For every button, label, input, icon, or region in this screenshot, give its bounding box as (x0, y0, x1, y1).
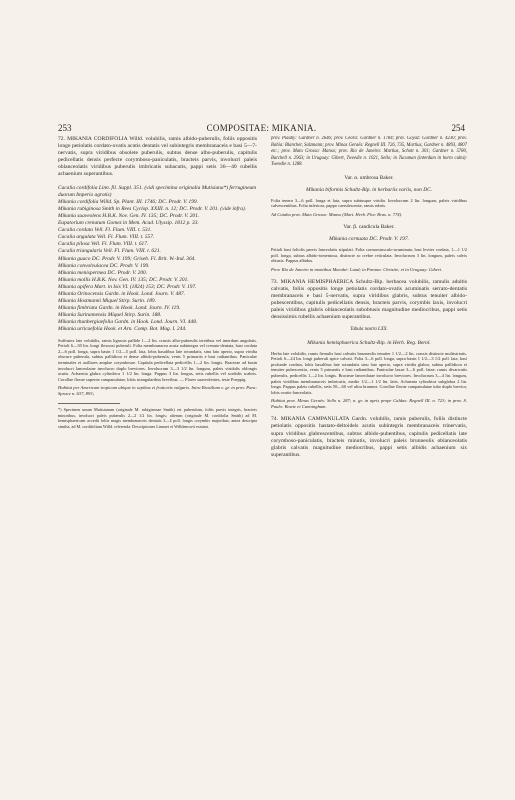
synonym: Eupatorium crenatum Gomez in Mem. Acad. Ulyssip. 1812 p. 33. (58, 220, 199, 227)
synonym: Mikania guaco DC. Prodr. V. 199; Griseb. Fl. Brit. W.-Ind. 364. (58, 255, 196, 262)
left-column (58, 136, 257, 750)
synonym: Mikania Surinamensis Miquel Stirp. Surin. 188. (58, 312, 162, 319)
footnote-rule (58, 403, 120, 404)
synonym: Mikania urticaefolia Hook. et Arn. Comp. Bot. Mag. I. 244. (58, 326, 187, 333)
species-74-diagnosis: 74. MIKANIA CAMPANULATA Gardn. volubilis, ramis puberulis, foliis distincte petiolatis oppositis hastato-deltoideis acutis subintegris membranaceis trinervatis, supra viridibus glabrescentibus, subtus albido-pubentibus, capitulis pedicellatis late corymboso-paniculatis, bracteis minutis, involucri paleis brunneolis oblanceolatis glabris calvatis magnitudine mediocribus, pappi setis albidis achaenium six superantibus. (271, 416, 467, 458)
synonym: Mikania suaveolens H.B.K. Nov. Gen. IV. 135; DC. Prodr. V. 201. (58, 212, 200, 219)
running-title: COMPOSITAE: MIKANIA. (206, 123, 317, 133)
species-73-synonym: Mikania hemisphaerica Schultz-Bip. in Herb. Reg. Berol. (307, 340, 431, 346)
variety-beta-title: Var. β. candicula Baker. (343, 223, 395, 230)
synonym: Mikania menispermea DC. Prodr. V. 200. (58, 269, 148, 276)
species-72-habitat: Habitat per Americam tropicam ubique in sepibus et fruticetis vulgaris. Intra Brasiliam v. gr. in prov. Para: Spruce n. 637, 893; (58, 385, 257, 397)
species-73-plate: Tabula nostra LXX. (350, 327, 388, 333)
species-72-diagnosis: 72. MIKANIA CORDIFOLIA Willd. volubilis, ramis albido-puberulis, foliis oppositis longe petiolatis cordato-ovatis acutis dentatis vel subintegris membranaceis e basi 5—7-nervatis, supra viridibus obsolete puberulis, subtus dense albo-puberulis, capitulis pedicellatis densis perfecte corymboso-paniculatis, bracteis parvis, involucri paleis oblanceolatis viridibus puberulis imbricatis subacutis, pappi setis 36—40 rubellis achaenium superantibus. (58, 136, 257, 178)
right-column (271, 136, 467, 750)
species-72-description: Suffrutex late volubilis, ramis lignosis pallide 1—2 lin. crassis albo-puberulis teretibus vel interdum angulatis. Petioli 6—30 lin. longi flexuosi puberuli. Folia membranacea acuta subintegra vel crenato-dentata, basi cordata 2—6 poll. longa, supra basin 1 1/2—5 poll. lata, lobis basalibus late rotundatis, sinu lato aperto, supra viridia obscure puberula, subtus pallidiora et dense albido-puberula, venis 5 primariis e basi radiantibus. Paniculae terminales et axillares amplae corymbosae. Capitula pedicellata pedicellis 1—2 lin. longis. Bracteae ad basin involucri lanceolatae involucro duplo breviores. Involucrum 3—3 1/2 lin. longum, paleis viridulis oblongis acutis. Achaenia glabra cylindrica 1 1/2 lin. longa. Pappus 3 lin. longus, setis rubellis vel sordidis scabris. Corollae flavae superne campanulatae, lobis triangularibus brevibus. — Flores suaveolentes, teste Poeppig. (58, 337, 257, 382)
synonym: Cacalia cordifolia Linn. fil. Suppl. 351. (vidi specimina originalia Mutisiana*) ferrugineum duorum Imperio agrotis) (58, 184, 257, 198)
species-73-diagnosis: 73. MIKANIA HEMISPHAERICA Schultz-Bip. herbacea volubilis, ramulis adultis calvatis, foliis oppositis longe petiolatis cordato-ovatis acuminatis serrato-dentatis membranaceis e basi 5-nervatis, supra viridibus glabris, subtus tenuiter albido-pubescentibus, capitulis pedicellatis densis, bracteis parvis, corymbis laxis, involucri paleis viridibus glabris oblanceolatis subobtusis magnitudine mediocribus, pappi setis densissimis rubellis achaenium superantibus. (271, 278, 467, 321)
synonym: Mikania cordifolia Willd. Sp. Plant. III. 1746; DC. Prodr. V. 199. (58, 198, 198, 205)
species-73-habitat: Habitat prov. Minas Geraës: Sello n. 287; n. gr. in apris prope Caldas: Regnell III. n. 723; in prov. S. Paulo: Bowie et Cunningham. (271, 398, 467, 410)
synonym-list (58, 185, 257, 334)
page-number-right: 254 (451, 123, 465, 133)
species-72-localities: prov. Piauhy: Gardner n. 2646; prov. Ceara: Gardner n. 1784; prov. Goyaz: Gardner n. 4230; prov. Bahia: Blanchet, Salzmann; prov. Minas Geraës: Regnell III. 726, 735, Martius, Gardner n. 4893, 4807 etc.; prov. Mato Grosso: Manso; prov. Rio de Janeiro: Martius, Schott n. 301; Gardner n. 5780, Burchell n. 2963; in Uruguay: Gibert, Tweedie n. 1021, Sello; in Tucuman (interdum in horto culta): Tweedie n. 1288. (271, 136, 467, 167)
synonym: Mikania Hostmanni Miquel Stirp. Surin. 189. (58, 298, 156, 305)
variety-beta-locality: Prov. Rio de Janeiro in montibus Macahé: Lund; in Parana: Christie; et in Uruguay: Gibert. (271, 266, 443, 272)
synonym: Cacalia angulata Vell. Fl. Flum. VIII. t. 557. (58, 234, 155, 241)
footnote: *) Specimen unum Mutisianum (originale M. rubiginosae Smith) est puberulum, foliis parvis integris, bracteis minoribus, involucri paleis puberulis 2—2 1/2 lin. longis; alterum (originale M. cordifolia Smith) ad M. hemisphaericam accedit foliis magis membranaceis dentatis 3—4 poll. longis corymbis majoribus; antea descripta similia, ad M. cordifoliam Willd. referenda. Descriptiones Linnaei et Willdenowii exstant. (58, 407, 257, 429)
variety-alpha-synonym: Mikania biformis Schultz-Bip. in herbariis variis, non DC. (305, 187, 433, 194)
variety-alpha-locality: Ad Cuiaba prov. Mato Grosso: Manso (Mart. Herb. Flor. Bras. n. 774). (271, 211, 403, 217)
synonym: Mikania rubiginosa Smith in Rees Cyclop. XXIII. n. 12; DC. Prodr. V. 201. (vide infra). (58, 205, 247, 212)
species-73-description: Herba late volubilis, ramis firmulis basi calvatis brunneolis tenuiter 1 1/2—2 lin. crassis distincte multistriatis. Petioli 6—24 lin. longi puberuli apice calvati. Folia 3—6 poll. longa, supra basin 1 1/2—3 1/2 poll. lata, basi profunde cordata, lobis basalibus late rotundatis sinu lato aperto, supra viridia glabra, subtus pallidiora et tenuiter pubescentia, venis 5 primariis e basi radiantibus. Paniculae laxae 3—6 poll. latae, ramis divaricatis puberulis, pedicellis 1—2 lin. longis. Bracteae lanceolatae involucro breviores. Involucrum 3—4 lin. longum, paleis viridibus membranaceis imbricatis, medio 1/2—1 1/2 lin. latis. Achaenia cylindrica subglabra 2 lin. longa. Pappus paleis rubellis, setis 50—60 vel ultra brunnea. Corollae flavae campanulatae tubo duplo brevior, lobis ovatis-lanceolatis. (271, 350, 467, 395)
page-header (58, 123, 465, 135)
synonym: Mikania thunbergiaefolia Gardn. in Hook. Lond. Journ. VI. 448. (58, 319, 198, 326)
synonym: Cacalia cordata Vell. Fl. Flum. VIII. t. 531. (58, 227, 152, 234)
synonym: Mikania fimbriata Gardn. in Hook. Lond. Journ. IV. 119. (58, 305, 181, 312)
synonym: Mikania Orinocensis Gardn. in Hook. Lond. Journ. V. 487. (58, 290, 185, 297)
synonym: Mikania convolvulacea DC. Prodr. V. 199. (58, 262, 150, 269)
synonym: Cacalia triangularis Vell. Fl. Flum. VIII. t. 621. (58, 248, 161, 255)
variety-alpha-title: Var. α. umbrosa Baker. (344, 174, 394, 181)
variety-beta-synonym: Mikania cornuata DC. Prodr. V. 197. (329, 236, 409, 243)
variety-alpha-description: Folia tenera 3—6 poll. longa et lata, supra subtusque viridia. Involucrum 2 lin. longum, paleis viridibus calvescentibus. Folia inferiora, pappo caerulescente, ramis rubris. (271, 197, 467, 209)
variety-beta-description: Petioli basi foliolis parvis lanceolatis stipulati. Folia cornuosiusculo-acuminata, basi leviter cordata, 1—1 1/2 poll. longa, subtus albido-tomentosa, distincte ac crebre reticulata. Involucrum 3 lin. longum, paleis calvis obtusis. Pappus albidus. (271, 247, 467, 264)
synonym: Cacalia pilosa Vell. Fl. Flum. VIII. t. 617. (58, 241, 149, 248)
page-number-left: 253 (58, 123, 72, 133)
synonym: Mikania mollis H.B.K. Nov. Gen. IV. 135; DC. Prodr. V. 201. (58, 276, 189, 283)
synonym: Mikania apifera Mart. in Isis VI. (1824) 153; DC. Prodr. V. 197. (58, 283, 197, 290)
